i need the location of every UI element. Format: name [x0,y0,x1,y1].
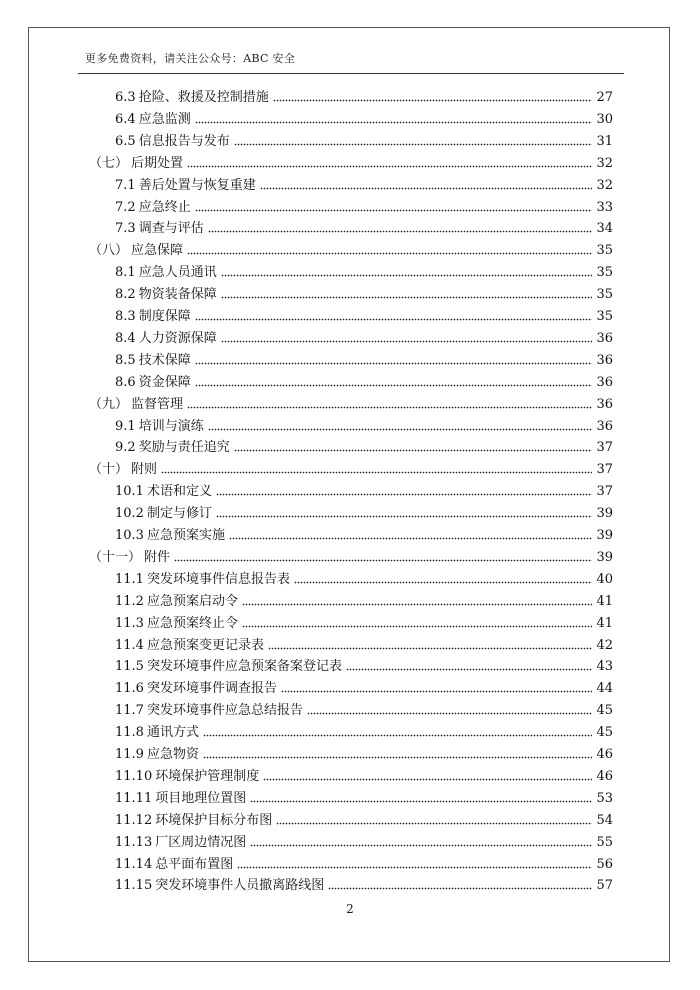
toc-dot-leader [229,537,592,540]
toc-entry-number: 11.15 [115,878,153,894]
toc-entry-title: 突发环境事件人员撤离路线图 [155,878,325,894]
toc-entry-title: 应急物资 [146,747,199,762]
toc-dot-leader [281,690,592,693]
toc-entry-page: 45 [596,703,613,719]
toc-dot-leader [195,121,593,124]
toc-dot-leader [221,296,593,299]
toc-dot-leader [242,625,592,628]
toc-entry-number: 11.6 [115,681,144,697]
toc-dot-leader [195,384,593,387]
toc-entry-number: 11.14 [115,856,153,872]
toc-entry[interactable] [115,132,613,150]
toc-entry-page: 37 [596,440,613,456]
toc-entry[interactable] [115,329,613,347]
toc-entry-number: 10.3 [115,528,144,543]
toc-entry[interactable] [115,811,613,829]
toc-entry-number: 8.3 [115,309,136,324]
toc-entry-title: 通讯方式 [146,725,199,741]
toc-entry-title: 总平面布置图 [155,856,234,872]
toc-entry[interactable] [115,307,613,325]
toc-dot-leader [208,230,593,233]
toc-entry-number: 11.4 [115,637,144,653]
toc-entry-page: 41 [596,615,613,631]
toc-entry-title: 抢险、救援及控制措施 [138,90,269,105]
toc-entry-title: 突发环境事件应急总结报告 [146,703,303,719]
toc-dot-leader [273,99,593,102]
page-number: 2 [346,902,354,916]
toc-entry-title: 突发环境事件应急预案备案登记表 [146,659,342,675]
toc-entry[interactable] [89,395,613,413]
toc-entry[interactable] [115,438,613,456]
toc-dot-leader [328,887,592,890]
toc-entry-page: 37 [596,462,613,478]
toc-entry-title: 培训与演练 [138,418,204,434]
toc-entry[interactable] [115,592,613,610]
toc-dot-leader [221,340,593,343]
toc-entry-page: 53 [596,790,613,806]
toc-entry-page: 30 [596,111,613,127]
toc-entry-page: 31 [596,133,613,149]
toc-entry-title: 附件 [144,549,171,565]
toc-entry-page: 46 [596,768,613,784]
toc-dot-leader [276,822,592,825]
toc-entry-page: 36 [596,418,613,434]
toc-entry-page: 56 [596,856,613,872]
toc-entry-page: 57 [596,878,613,894]
toc-entry[interactable] [115,570,613,588]
toc-dot-leader [203,756,592,759]
toc-dot-leader [195,318,593,321]
toc-entry-page: 34 [596,221,613,237]
toc-entry-title: 信息报告与发布 [138,133,230,149]
toc-entry-number: 10.1 [115,484,144,500]
toc-entry[interactable] [89,154,613,172]
toc-entry[interactable] [115,657,613,675]
toc-dot-leader [195,209,593,212]
toc-entry-title: 应急人员通讯 [138,265,217,281]
toc-entry[interactable] [115,373,613,391]
toc-dot-leader [187,252,592,255]
toc-entry-number: 7.3 [115,221,136,237]
toc-dot-leader [250,800,592,803]
toc-entry-number: 11.8 [115,725,144,741]
page-header: 更多免费资料，请关注公众号：ABC 安全 [85,52,296,65]
toc-entry-title: 人力资源保障 [138,330,217,346]
header-divider [78,73,624,74]
toc-entry-title: 制度保障 [138,309,191,324]
toc-dot-leader [234,449,593,452]
toc-entry-page: 43 [596,659,613,675]
toc-entry[interactable] [89,241,613,259]
toc-entry-page: 36 [596,330,613,346]
toc-dot-leader [263,778,592,781]
toc-entry-number: 6.4 [115,111,136,127]
toc-entry[interactable] [115,679,613,697]
toc-entry-number: 9.1 [115,418,136,434]
toc-entry-number: 11.12 [115,812,153,828]
toc-entry[interactable] [115,219,613,237]
toc-entry[interactable] [115,701,613,719]
toc-entry-number: 11.2 [115,593,144,609]
toc-entry-page: 45 [596,725,613,741]
toc-dot-leader [307,712,592,715]
toc-entry-number: 11.1 [115,571,144,587]
toc-entry-number: 8.5 [115,352,136,368]
toc-entry[interactable] [115,110,613,128]
toc-entry-page: 35 [596,265,613,281]
toc-entry-page: 54 [596,812,613,828]
toc-dot-leader [208,428,593,431]
toc-dot-leader [187,406,592,409]
toc-entry-title: 突发环境事件信息报告表 [146,571,290,587]
toc-entry[interactable] [115,855,613,873]
toc-entry-title: 项目地理位置图 [155,790,247,806]
toc-entry[interactable] [115,789,613,807]
toc-entry[interactable] [115,88,613,106]
toc-entry-page: 39 [596,506,613,522]
toc-entry[interactable] [115,526,613,544]
toc-dot-leader [346,668,592,671]
toc-entry[interactable] [115,767,613,785]
toc-dot-leader [260,187,593,190]
toc-entry[interactable] [115,833,613,851]
toc-entry[interactable] [115,745,613,763]
toc-entry-page: 27 [596,90,613,105]
toc-dot-leader [221,274,593,277]
toc-entry[interactable] [115,263,613,281]
toc-entry-page: 35 [596,243,613,259]
toc-entry-title: 物资装备保障 [138,287,217,303]
toc-entry[interactable] [115,351,613,369]
toc-dot-leader [216,515,592,518]
toc-dot-leader [161,471,592,474]
toc-entry-number: 8.2 [115,287,136,303]
toc-dot-leader [187,165,592,168]
toc-dot-leader [216,493,592,496]
toc-dot-leader [237,866,592,869]
toc-entry-page: 36 [596,396,613,412]
toc-entry-title: 应急预案终止令 [146,615,238,631]
toc-entry-title: 调查与评估 [138,221,204,237]
toc-entry-number: 8.6 [115,374,136,390]
toc-entry-number: 6.3 [115,90,136,105]
toc-entry-page: 33 [596,199,613,215]
toc-entry-title: 应急预案变更记录表 [146,637,264,653]
toc-dot-leader [268,647,592,650]
toc-dot-leader [203,734,592,737]
toc-entry-page: 37 [596,484,613,500]
toc-entry-title: 环境保护目标分布图 [155,812,273,828]
toc-entry-number: 8.1 [115,265,136,281]
toc-entry-title: 附则 [131,462,158,478]
toc-dot-leader [242,603,592,606]
toc-entry-number: 11.5 [115,659,144,675]
toc-entry-title: 资金保障 [138,374,191,390]
toc-entry-title: 应急预案实施 [146,528,225,543]
toc-entry-number: 6.5 [115,133,136,149]
toc-entry-number: （十） [89,462,129,478]
toc-entry-title: 技术保障 [138,352,191,368]
toc-dot-leader [250,844,592,847]
toc-entry-number: 11.13 [115,834,153,850]
toc-entry-number: 11.7 [115,703,144,719]
toc-entry[interactable] [115,614,613,632]
toc-entry-number: 7.2 [115,199,136,215]
toc-entry-page: 42 [596,637,613,653]
toc-entry[interactable] [115,876,613,894]
toc-entry-number: 7.1 [115,177,136,193]
toc-entry[interactable] [89,460,613,478]
toc-entry[interactable] [115,198,613,216]
toc-entry-page: 32 [596,177,613,193]
toc-dot-leader [234,143,593,146]
toc-entry-number: （九） [89,396,129,412]
toc-entry-title: 应急预案启动令 [146,593,238,609]
toc-entry-number: （七） [89,155,129,171]
toc-entry-title: 厂区周边情况图 [155,834,247,850]
toc-entry[interactable] [115,176,613,194]
toc-entry-title: 后期处置 [131,155,184,171]
toc-dot-leader [294,581,592,584]
toc-entry-title: 应急监测 [138,111,191,127]
toc-entry-page: 44 [596,681,613,697]
toc-entry-title: 环境保护管理制度 [155,768,260,784]
toc-entry-number: 11.11 [115,790,153,806]
toc-entry-page: 55 [596,834,613,850]
toc-entry[interactable] [115,482,613,500]
toc-dot-leader [195,362,593,365]
toc-entry-page: 41 [596,593,613,609]
toc-entry-title: 术语和定义 [146,484,212,500]
toc-entry-number: 8.4 [115,330,136,346]
toc-entry-number: （八） [89,243,129,259]
toc-entry[interactable] [89,548,613,566]
toc-entry[interactable] [115,504,613,522]
toc-entry-number: 10.2 [115,506,144,522]
toc-entry-page: 36 [596,352,613,368]
toc-entry[interactable] [115,723,613,741]
toc-entry-title: 监督管理 [131,396,184,412]
toc-entry-title: 应急保障 [131,243,184,259]
toc-entry-page: 36 [596,374,613,390]
toc-entry-title: 善后处置与恢复重建 [138,177,256,193]
toc-entry-title: 奖励与责任追究 [138,440,230,456]
toc-entry-page: 39 [596,528,613,543]
toc-entry-number: 11.9 [115,747,144,762]
toc-entry-page: 35 [596,287,613,303]
toc-entry[interactable] [115,636,613,654]
toc-entry-number: （十一） [89,549,142,565]
toc-entry-page: 35 [596,309,613,324]
toc-entry[interactable] [115,285,613,303]
toc-entry-page: 46 [596,747,613,762]
toc-entry-number: 11.10 [115,768,153,784]
toc-entry-page: 32 [596,155,613,171]
toc-entry-number: 11.3 [115,615,144,631]
toc-dot-leader [174,559,592,562]
toc-entry-title: 突发环境事件调查报告 [146,681,277,697]
toc-entry-page: 40 [596,571,613,587]
toc-entry-page: 39 [596,549,613,565]
toc-entry-title: 应急终止 [138,199,191,215]
toc-entry-number: 9.2 [115,440,136,456]
toc-entry-title: 制定与修订 [146,506,212,522]
toc-entry[interactable] [115,417,613,435]
